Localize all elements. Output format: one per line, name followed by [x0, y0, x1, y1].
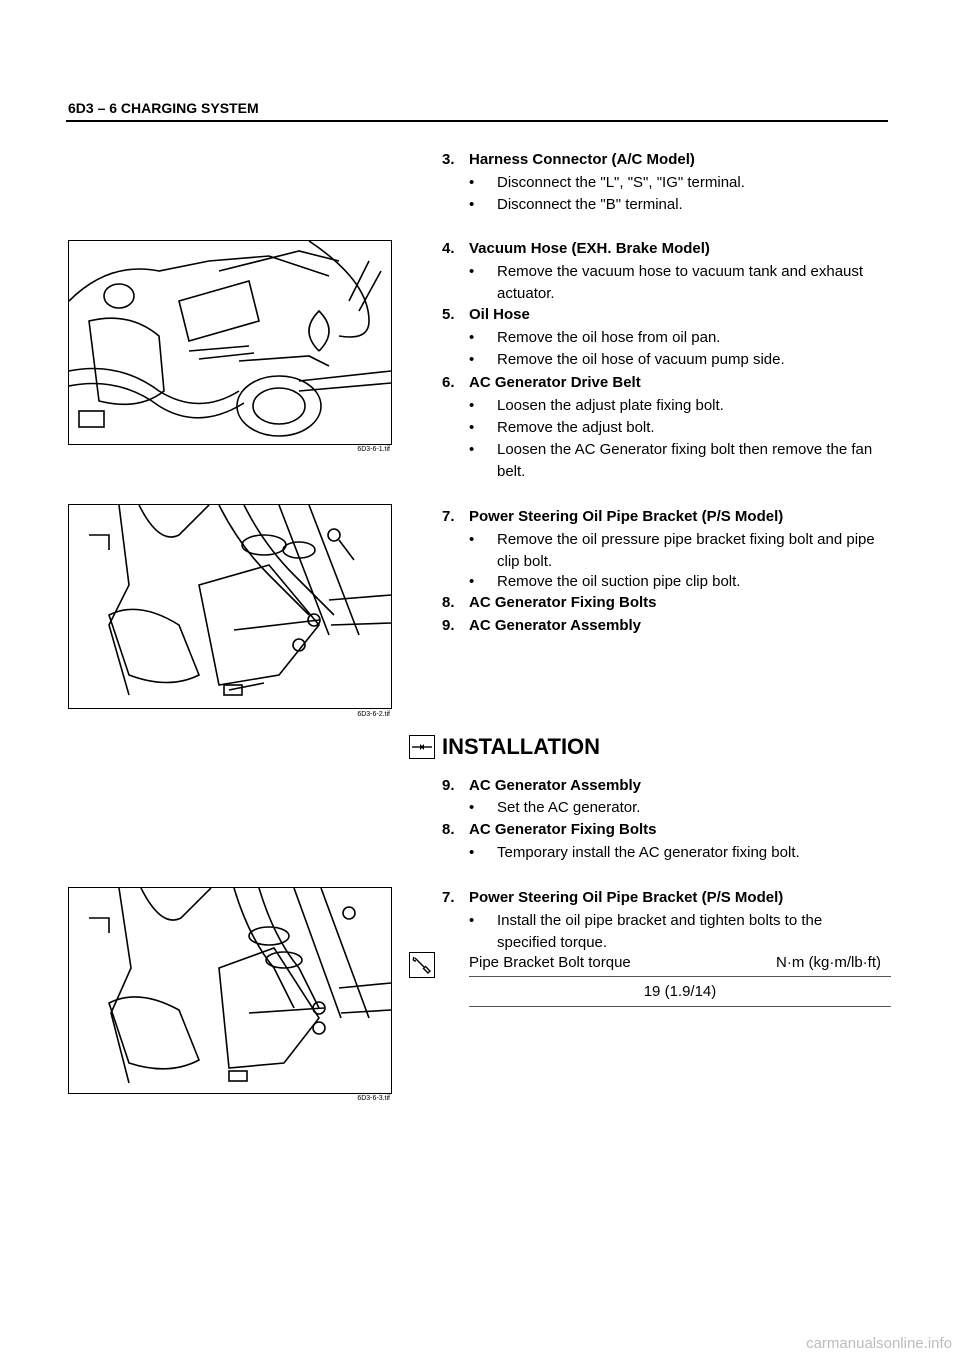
torque-spec-table [469, 952, 891, 1007]
bullet-text: Loosen the AC Generator fixing bolt then remove the fan belt. [497, 441, 873, 480]
engine-illustration-2 [69, 505, 391, 708]
step-number: 9. [442, 777, 455, 794]
step-title: AC Generator Fixing Bolts [469, 594, 657, 611]
bullet-text: Remove the oil pressure pipe bracket fixing bolt and pipe clip bolt. [497, 531, 875, 570]
figure-caption: 6D3-6-1.tif [357, 446, 390, 453]
installation-title: INSTALLATION [442, 734, 601, 759]
bullet-dot: • [469, 573, 475, 590]
bullet-dot: • [469, 174, 475, 191]
bullet-text: Remove the oil hose from oil pan. [497, 329, 721, 346]
install-step-9-heading [442, 777, 641, 794]
arrows-together-icon [409, 735, 435, 759]
step-number: 4. [442, 240, 455, 257]
step-5-bullet-2 [469, 351, 879, 369]
bullet-text: Remove the vacuum hose to vacuum tank and exhaust actuator. [497, 263, 864, 302]
step-8-heading [442, 594, 657, 611]
step-title: AC Generator Assembly [469, 777, 642, 794]
bullet-dot: • [469, 196, 475, 213]
step-title: AC Generator Fixing Bolts [469, 821, 657, 838]
engine-illustration-1 [69, 241, 391, 444]
step-5-heading [442, 306, 530, 323]
bullet-dot: • [469, 263, 475, 280]
step-4-bullet-1 [469, 263, 879, 303]
bullet-text: Loosen the adjust plate fixing bolt. [497, 397, 724, 414]
bullet-text: Temporary install the AC generator fixing bolt. [497, 844, 800, 861]
bullet-dot: • [469, 397, 475, 414]
step-7-bullet-2 [469, 573, 879, 591]
step-number: 5. [442, 306, 455, 323]
step-4-heading [442, 240, 710, 257]
step-5-bullet-1 [469, 329, 879, 347]
torque-label: Pipe Bracket Bolt torque [469, 954, 631, 971]
bullet-dot: • [469, 844, 475, 861]
step-number: 6. [442, 374, 455, 391]
figure-power-steering-bracket [68, 504, 392, 709]
install-step-8-bullet-1 [469, 844, 879, 862]
install-step-7-heading [442, 889, 783, 906]
install-step-8-heading [442, 821, 657, 838]
bullet-text: Remove the oil suction pipe clip bolt. [497, 573, 741, 590]
step-7-bullet-1 [469, 531, 879, 571]
figure-caption: 6D3-6-3.tif [357, 1095, 390, 1102]
torque-unit: N·m (kg·m/lb·ft) [776, 954, 881, 971]
step-6-bullet-3 [469, 441, 879, 481]
figure-caption: 6D3-6-2.tif [357, 711, 390, 718]
step-6-bullet-1 [469, 397, 879, 415]
install-step-7-bullet-1 [469, 912, 879, 952]
bullet-dot: • [469, 441, 475, 458]
step-title: Oil Hose [469, 306, 530, 323]
step-3-heading [442, 151, 695, 168]
torque-header-row [469, 952, 891, 977]
step-number: 8. [442, 821, 455, 838]
step-number: 7. [442, 508, 455, 525]
header-divider [66, 120, 888, 122]
bullet-dot: • [469, 351, 475, 368]
torque-value-row [469, 977, 891, 1007]
step-3-bullet-2 [469, 196, 879, 214]
figure-engine-vacuum-hose [68, 240, 392, 445]
bullet-dot: • [469, 799, 475, 816]
step-title: AC Generator Assembly [469, 617, 642, 634]
bullet-text: Install the oil pipe bracket and tighten bolts to the specified torque. [497, 912, 823, 951]
bullet-text: Disconnect the "L", "S", "IG" terminal. [497, 174, 745, 191]
step-number: 3. [442, 151, 455, 168]
install-step-9-bullet-1 [469, 799, 879, 817]
figure-pipe-bracket-install [68, 887, 392, 1094]
step-9-heading [442, 617, 641, 634]
page-header: 6D3 – 6 CHARGING SYSTEM [68, 100, 259, 116]
step-title: AC Generator Drive Belt [469, 374, 641, 391]
bullet-dot: • [469, 531, 475, 548]
bullet-dot: • [469, 912, 475, 929]
bullet-text: Set the AC generator. [497, 799, 641, 816]
bullet-dot: • [469, 419, 475, 436]
torque-wrench-icon [409, 952, 435, 978]
step-3-bullet-1 [469, 174, 879, 192]
bullet-text: Disconnect the "B" terminal. [497, 196, 683, 213]
engine-illustration-3 [69, 888, 391, 1093]
step-number: 9. [442, 617, 455, 634]
watermark: carmanualsonline.info [806, 1335, 952, 1352]
step-number: 8. [442, 594, 455, 611]
torque-value: 19 (1.9/14) [643, 983, 717, 1000]
step-title: Harness Connector (A/C Model) [469, 151, 695, 168]
step-number: 7. [442, 889, 455, 906]
step-title: Vacuum Hose (EXH. Brake Model) [469, 240, 710, 257]
bullet-text: Remove the oil hose of vacuum pump side. [497, 351, 785, 368]
step-6-bullet-2 [469, 419, 879, 437]
step-6-heading [442, 374, 641, 391]
step-7-heading [442, 508, 783, 525]
bullet-text: Remove the adjust bolt. [497, 419, 655, 436]
step-title: Power Steering Oil Pipe Bracket (P/S Model) [469, 508, 784, 525]
step-title: Power Steering Oil Pipe Bracket (P/S Model) [469, 889, 784, 906]
bullet-dot: • [469, 329, 475, 346]
